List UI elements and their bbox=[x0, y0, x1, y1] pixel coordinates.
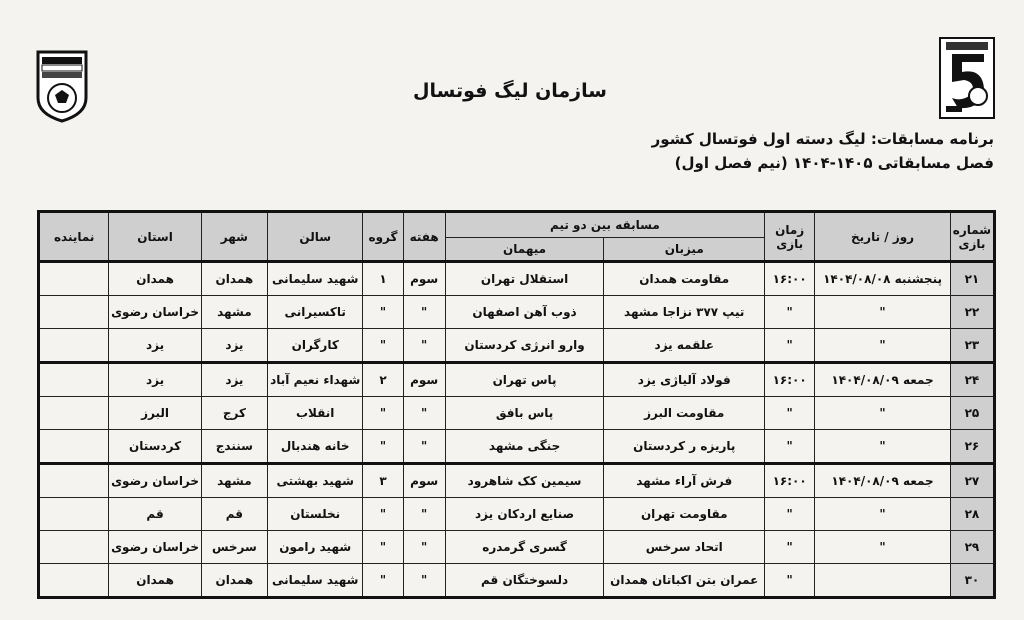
guest-team: وارو انرژی کردستان bbox=[445, 329, 604, 363]
guest-team: ذوب آهن اصفهان bbox=[445, 296, 604, 329]
venue-city: کرج bbox=[201, 397, 267, 430]
match-date: جمعه ۱۴۰۴/۰۸/۰۹ bbox=[815, 363, 951, 397]
match-time: ۱۶:۰۰ bbox=[765, 262, 815, 296]
match-date: " bbox=[815, 296, 951, 329]
host-team: علقمه یزد bbox=[604, 329, 765, 363]
host-team: مقاومت همدان bbox=[604, 262, 765, 296]
match-number: ۲۶ bbox=[950, 430, 994, 464]
venue-province: خراسان رضوی bbox=[109, 531, 201, 564]
competition-line: برنامه مسابقات: لیگ دسته اول فوتسال کشور bbox=[651, 130, 994, 148]
venue-hall: نخلستان bbox=[268, 498, 363, 531]
representative bbox=[39, 430, 109, 464]
venue-hall: شهید رامون bbox=[268, 531, 363, 564]
match-group: " bbox=[363, 397, 403, 430]
representative bbox=[39, 564, 109, 598]
match-number: ۲۹ bbox=[950, 531, 994, 564]
table-row bbox=[39, 363, 995, 397]
host-team: فرش آراء مشهد bbox=[604, 464, 765, 498]
host-team: اتحاد سرخس bbox=[604, 531, 765, 564]
guest-team: گسری گرمدره bbox=[445, 531, 604, 564]
match-date: " bbox=[815, 430, 951, 464]
guest-team: صنایع اردکان یزد bbox=[445, 498, 604, 531]
venue-province: یزد bbox=[109, 329, 201, 363]
representative bbox=[39, 329, 109, 363]
venue-hall: شهداء نعیم آباد bbox=[268, 363, 363, 397]
host-team: مقاومت البرز bbox=[604, 397, 765, 430]
representative bbox=[39, 498, 109, 531]
venue-province: قم bbox=[109, 498, 201, 531]
header-host: میزبان bbox=[604, 238, 765, 262]
match-week: " bbox=[403, 329, 445, 363]
match-week: سوم bbox=[403, 363, 445, 397]
venue-hall: کارگران bbox=[268, 329, 363, 363]
representative bbox=[39, 464, 109, 498]
match-group: " bbox=[363, 498, 403, 531]
match-group: " bbox=[363, 296, 403, 329]
venue-city: سرخس bbox=[201, 531, 267, 564]
match-week: " bbox=[403, 430, 445, 464]
venue-city: یزد bbox=[201, 363, 267, 397]
match-date: " bbox=[815, 531, 951, 564]
venue-city: مشهد bbox=[201, 464, 267, 498]
venue-hall: شهید سلیمانی bbox=[268, 564, 363, 598]
match-time: " bbox=[765, 430, 815, 464]
match-week: سوم bbox=[403, 262, 445, 296]
host-team: مقاومت تهران bbox=[604, 498, 765, 531]
guest-team: سیمین کک شاهرود bbox=[445, 464, 604, 498]
match-date: " bbox=[815, 329, 951, 363]
table-row bbox=[39, 262, 995, 296]
venue-province: البرز bbox=[109, 397, 201, 430]
match-group: ۲ bbox=[363, 363, 403, 397]
header-rep: نماینده bbox=[39, 212, 109, 262]
match-time: " bbox=[765, 498, 815, 531]
venue-province: خراسان رضوی bbox=[109, 296, 201, 329]
organization-title: سازمان لیگ فوتسال bbox=[413, 80, 607, 102]
match-time: " bbox=[765, 296, 815, 329]
match-number: ۲۱ bbox=[950, 262, 994, 296]
header-match-no: شماره بازی bbox=[950, 212, 994, 262]
guest-team: دلسوختگان قم bbox=[445, 564, 604, 598]
table-row bbox=[39, 564, 995, 598]
venue-hall: انقلاب bbox=[268, 397, 363, 430]
host-team: تیپ ۳۷۷ نزاجا مشهد bbox=[604, 296, 765, 329]
table-row bbox=[39, 329, 995, 363]
match-week: " bbox=[403, 397, 445, 430]
match-time: ۱۶:۰۰ bbox=[765, 464, 815, 498]
representative bbox=[39, 296, 109, 329]
venue-hall: تاکسیرانی bbox=[268, 296, 363, 329]
match-number: ۲۵ bbox=[950, 397, 994, 430]
match-group: ۳ bbox=[363, 464, 403, 498]
match-time: " bbox=[765, 397, 815, 430]
venue-province: همدان bbox=[109, 262, 201, 296]
table-row bbox=[39, 531, 995, 564]
match-week: " bbox=[403, 531, 445, 564]
venue-city: همدان bbox=[201, 564, 267, 598]
match-date: " bbox=[815, 498, 951, 531]
venue-hall: شهید سلیمانی bbox=[268, 262, 363, 296]
match-group: " bbox=[363, 531, 403, 564]
header-week: هفته bbox=[403, 212, 445, 262]
season-line: فصل مسابقاتی ۱۴۰۵-۱۴۰۴ (نیم فصل اول) bbox=[674, 154, 994, 172]
match-group: " bbox=[363, 430, 403, 464]
guest-team: استقلال تهران bbox=[445, 262, 604, 296]
table-row bbox=[39, 498, 995, 531]
match-time: ۱۶:۰۰ bbox=[765, 363, 815, 397]
match-date: پنجشنبه ۱۴۰۴/۰۸/۰۸ bbox=[815, 262, 951, 296]
host-team: فولاد آلیاژی یزد bbox=[604, 363, 765, 397]
match-number: ۳۰ bbox=[950, 564, 994, 598]
venue-hall: خانه هندبال bbox=[268, 430, 363, 464]
match-group: " bbox=[363, 329, 403, 363]
match-group: " bbox=[363, 564, 403, 598]
match-date: " bbox=[815, 397, 951, 430]
venue-city: قم bbox=[201, 498, 267, 531]
match-date bbox=[815, 564, 951, 598]
match-time: " bbox=[765, 564, 815, 598]
match-week: " bbox=[403, 296, 445, 329]
table-row bbox=[39, 296, 995, 329]
venue-city: همدان bbox=[201, 262, 267, 296]
match-week: " bbox=[403, 564, 445, 598]
representative bbox=[39, 262, 109, 296]
venue-city: سنندج bbox=[201, 430, 267, 464]
representative bbox=[39, 397, 109, 430]
header-province: استان bbox=[109, 212, 201, 262]
venue-city: مشهد bbox=[201, 296, 267, 329]
representative bbox=[39, 363, 109, 397]
match-group: ۱ bbox=[363, 262, 403, 296]
header-city: شهر bbox=[201, 212, 267, 262]
match-number: ۲۸ bbox=[950, 498, 994, 531]
venue-province: همدان bbox=[109, 564, 201, 598]
table-row bbox=[39, 397, 995, 430]
federation-emblem-icon bbox=[34, 48, 90, 124]
header-guest: میهمان bbox=[445, 238, 604, 262]
header-match-between: مسابقه بین دو تیم bbox=[445, 212, 764, 238]
header-group: گروه bbox=[363, 212, 403, 262]
header-hall: سالن bbox=[268, 212, 363, 262]
guest-team: پاس بافق bbox=[445, 397, 604, 430]
match-number: ۲۴ bbox=[950, 363, 994, 397]
match-week: " bbox=[403, 498, 445, 531]
match-time: " bbox=[765, 329, 815, 363]
match-date: جمعه ۱۴۰۴/۰۸/۰۹ bbox=[815, 464, 951, 498]
futsal-league-logo-icon bbox=[938, 36, 996, 120]
match-number: ۲۷ bbox=[950, 464, 994, 498]
venue-city: یزد bbox=[201, 329, 267, 363]
match-number: ۲۲ bbox=[950, 296, 994, 329]
schedule-table bbox=[37, 210, 996, 599]
header-time: زمان بازی bbox=[765, 212, 815, 262]
table-row bbox=[39, 464, 995, 498]
match-number: ۲۳ bbox=[950, 329, 994, 363]
guest-team: پاس تهران bbox=[445, 363, 604, 397]
venue-province: یزد bbox=[109, 363, 201, 397]
header-date: روز / تاریخ bbox=[815, 212, 951, 262]
representative bbox=[39, 531, 109, 564]
venue-hall: شهید بهشتی bbox=[268, 464, 363, 498]
guest-team: جنگی مشهد bbox=[445, 430, 604, 464]
venue-province: خراسان رضوی bbox=[109, 464, 201, 498]
host-team: پاریزه ر کردستان bbox=[604, 430, 765, 464]
venue-province: کردستان bbox=[109, 430, 201, 464]
host-team: عمران بتن اکباتان همدان bbox=[604, 564, 765, 598]
match-time: " bbox=[765, 531, 815, 564]
match-week: سوم bbox=[403, 464, 445, 498]
table-row bbox=[39, 430, 995, 464]
